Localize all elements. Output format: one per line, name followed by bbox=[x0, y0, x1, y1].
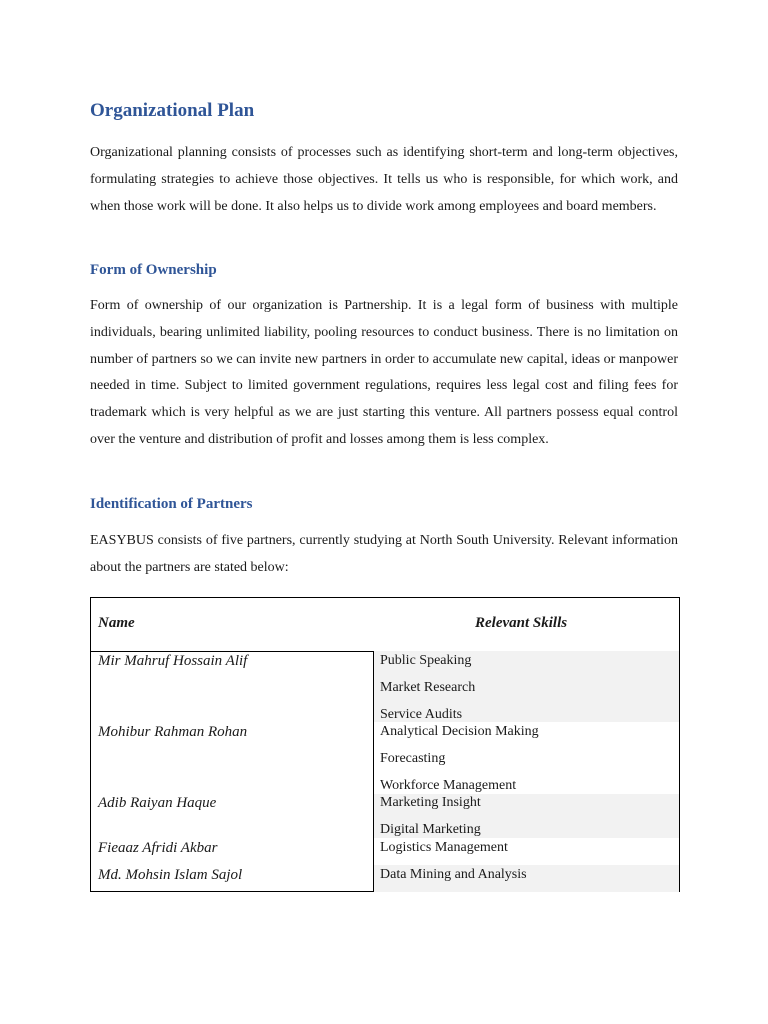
table-row-name: Mohibur Rahman Rohan bbox=[98, 724, 248, 740]
table-row-name: Mir Mahruf Hossain Alif bbox=[98, 653, 248, 669]
table-row-skill: Market Research bbox=[380, 680, 476, 695]
header-skills: Relevant Skills bbox=[475, 615, 568, 631]
table-row-skill: Data Mining and Analysis bbox=[380, 867, 527, 882]
intro-paragraph: Organizational planning consists of processes such as identifying short-term and long-term objectives, formulating strategies to achieve those objectives. It tells us who is responsible, for which work, and when those work will be done. It also helps us to divide work among employees and board members. bbox=[90, 145, 678, 214]
table-row-skill: Forecasting bbox=[380, 751, 446, 766]
table-header bbox=[91, 598, 679, 652]
table-row-skill: Logistics Management bbox=[380, 840, 508, 855]
table-row-name: Md. Mohsin Islam Sajol bbox=[98, 867, 243, 883]
table-row-skill: Public Speaking bbox=[380, 653, 472, 668]
table-row-name: Fieaaz Afridi Akbar bbox=[98, 840, 218, 856]
table-row-skill: Workforce Management bbox=[380, 778, 517, 793]
partners-table bbox=[90, 597, 680, 892]
ownership-paragraph: Form of ownership of our organization is Partnership. It is a legal form of business with multiple individuals, bearing unlimited liability, pooling resources to conduct business. There is no limitation on number of partners so we can invite new partners in order to accumulate new capital, ideas or manpower needed in time. Subject to limited government regulations, requires less legal cost and filing fees for trademark which is very helpful as we are just starting this venture. All partners possess equal control over the venture and distribution of profit and losses among them is less complex. bbox=[90, 298, 678, 447]
table-row-skill: Service Audits bbox=[380, 707, 463, 722]
section-heading-ownership: Form of Ownership bbox=[90, 262, 217, 278]
table-row-name: Adib Raiyan Haque bbox=[98, 795, 217, 811]
table-row-skill: Digital Marketing bbox=[380, 822, 481, 837]
table-row-skill: Analytical Decision Making bbox=[380, 724, 539, 739]
table-row-skill: Marketing Insight bbox=[380, 795, 481, 810]
page-title: Organizational Plan bbox=[90, 100, 255, 121]
section-heading-partners: Identification of Partners bbox=[90, 496, 253, 512]
partners-paragraph: EASYBUS consists of five partners, currently studying at North South University. Relevant information about the partners are stated below: bbox=[90, 533, 678, 575]
header-name: Name bbox=[98, 615, 135, 631]
